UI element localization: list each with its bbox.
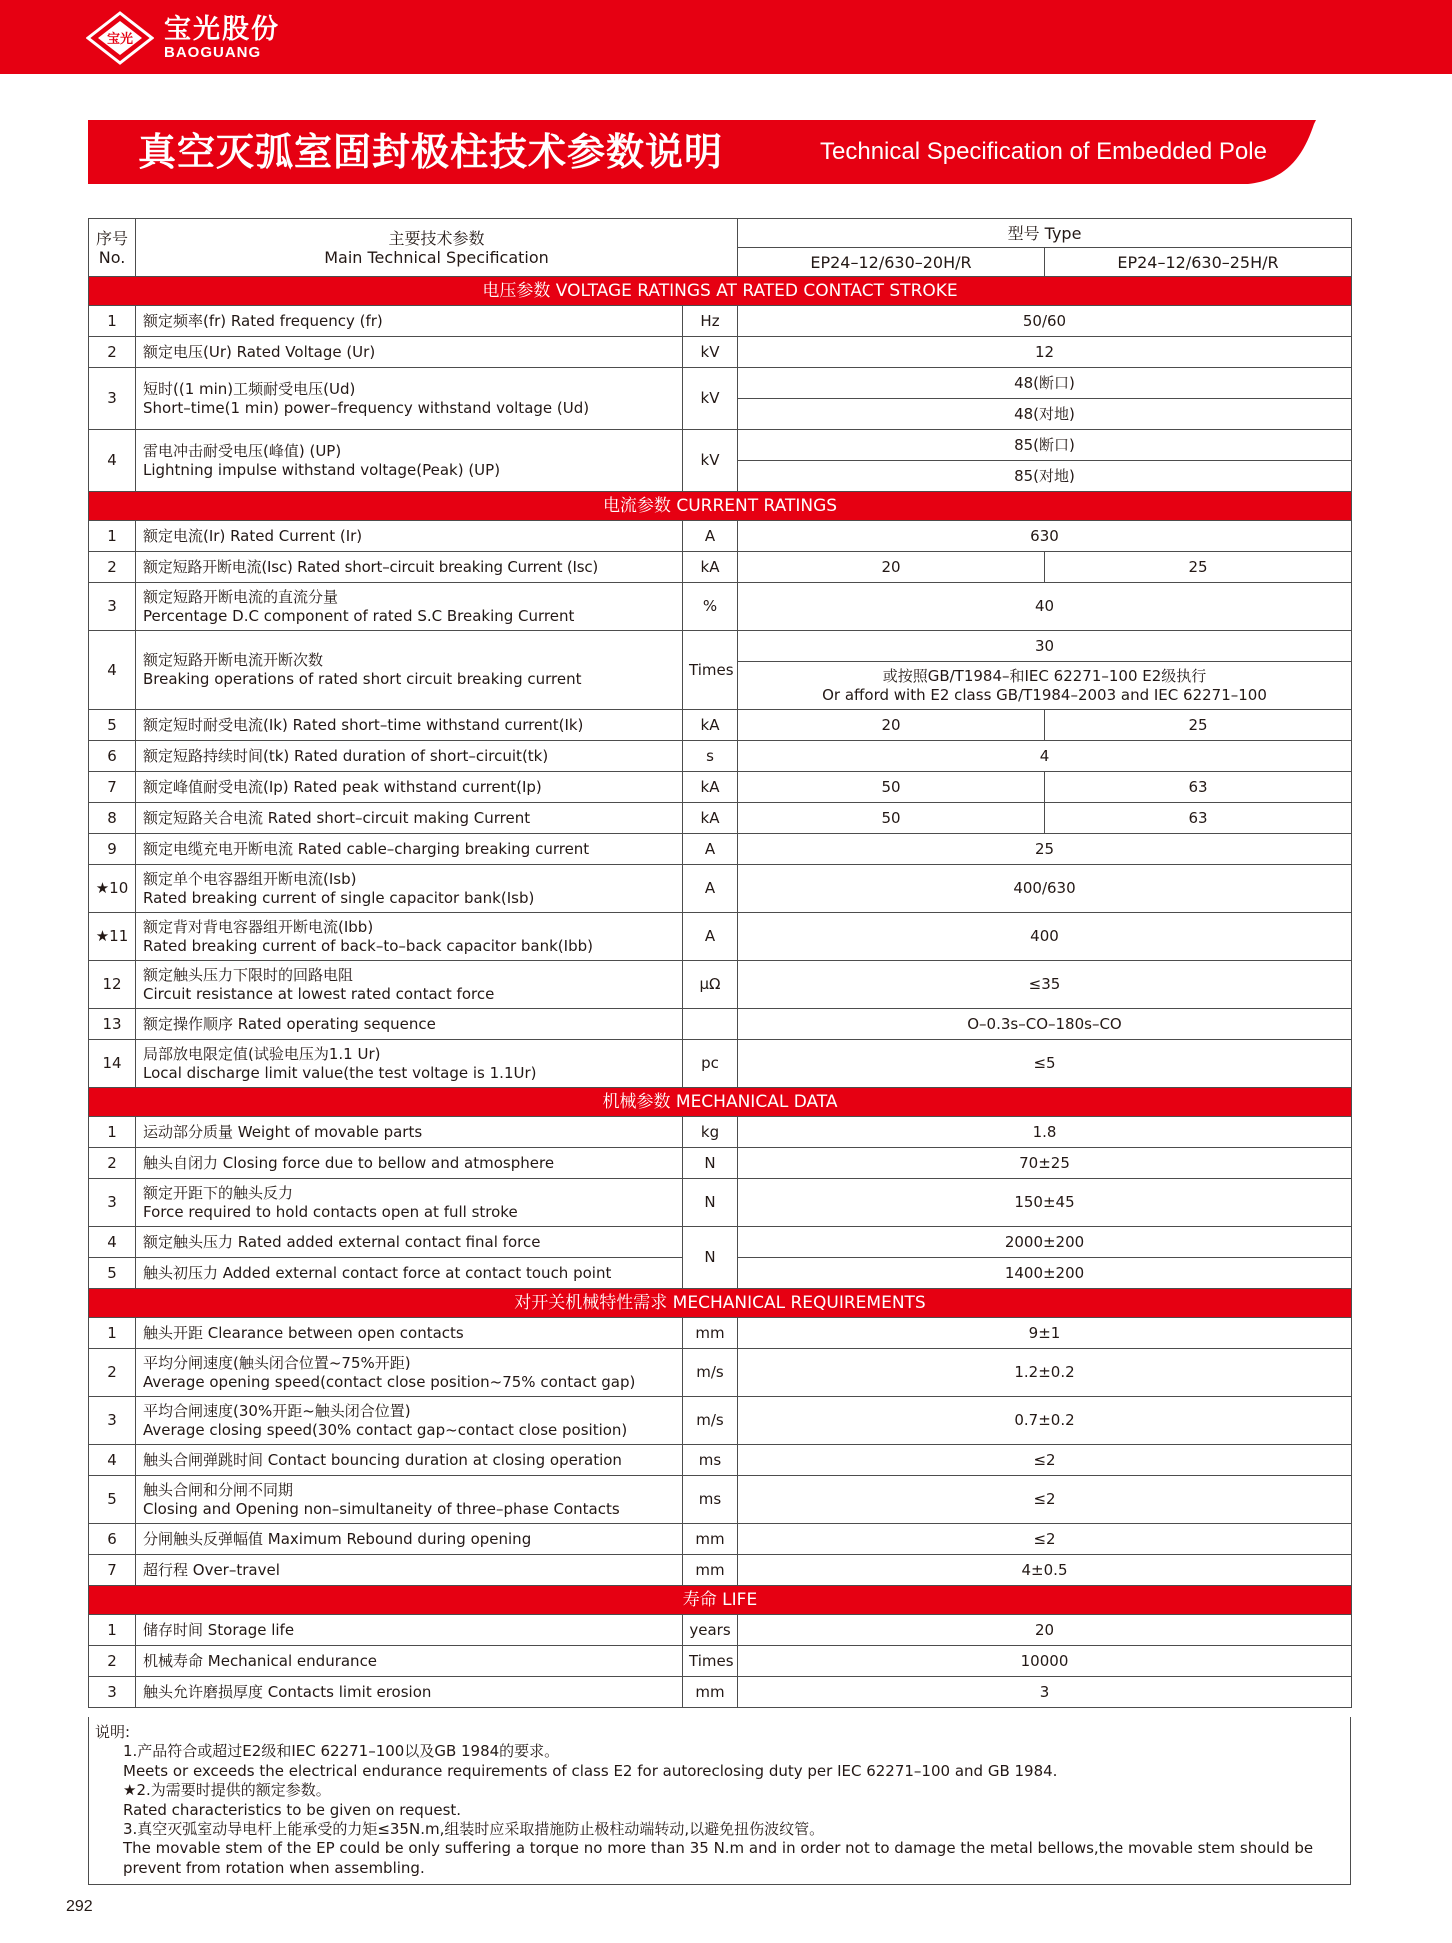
- table-row: 3 额定短路开断电流的直流分量 Percentage D.C component of rated S.C Breaking Current % 40: [89, 583, 1352, 631]
- note-2-en: Rated characteristics to be given on request.: [123, 1800, 462, 1819]
- table-row: 4 触头合闸弹跳时间 Contact bouncing duration at closing operation ms ≤2: [89, 1445, 1352, 1476]
- table-row: 2 平均分闸速度(触头闭合位置~75%开距) Average opening speed(contact close position~75% contact gap) m/s 1.2±0.2: [89, 1349, 1352, 1397]
- table-row: 5 额定短时耐受电流(Ik) Rated short–time withstand current(Ik) kA 20 25: [89, 710, 1352, 741]
- table-row: 1 运动部分质量 Weight of movable parts kg 1.8: [89, 1117, 1352, 1148]
- table-row: 1 额定频率(fr) Rated frequency (fr) Hz 50/60: [89, 306, 1352, 337]
- header-spec: 主要技术参数 Main Technical Specification: [136, 219, 738, 277]
- notes-label: 说明:: [95, 1723, 131, 1741]
- table-row: 或按照GB/T1984–和IEC 62271–100 E2级执行 Or afford with E2 class GB/T1984–2003 and IEC 62271–100: [89, 662, 1352, 710]
- table-row: 4 雷电冲击耐受电压(峰值) (UP) Lightning impulse withstand voltage(Peak) (UP) kV 85(断口): [89, 430, 1352, 461]
- table-row: 1 储存时间 Storage life years 20: [89, 1615, 1352, 1646]
- header-model-2: EP24–12/630–25H/R: [1045, 248, 1352, 277]
- table-row: ★11 额定背对背电容器组开断电流(Ibb) Rated breaking current of back–to–back capacitor bank(Ibb) A 400: [89, 913, 1352, 961]
- table-row: 1 额定电流(Ir) Rated Current (Ir) A 630: [89, 521, 1352, 552]
- page-title-cn: 真空灭弧室固封极柱技术参数说明: [138, 130, 724, 174]
- table-row: 3 触头允许磨损厚度 Contacts limit erosion mm 3: [89, 1677, 1352, 1708]
- table-row: 1 触头开距 Clearance between open contacts mm 9±1: [89, 1318, 1352, 1349]
- notes-box: [88, 1717, 1351, 1885]
- section-current: 电流参数 CURRENT RATINGS: [89, 492, 1352, 521]
- page-title-en: Technical Specification of Embedded Pole: [820, 138, 1267, 165]
- page-number: 292: [66, 1898, 93, 1915]
- table-row: 2 机械寿命 Mechanical endurance Times 10000: [89, 1646, 1352, 1677]
- logo-mark-icon: [86, 11, 154, 65]
- spec-table: [88, 218, 1352, 1708]
- table-row: 6 分闸触头反弹幅值 Maximum Rebound during opening mm ≤2: [89, 1524, 1352, 1555]
- svg-text:宝光: 宝光: [106, 32, 134, 47]
- section-life: 寿命 LIFE: [89, 1586, 1352, 1615]
- table-row: 7 超行程 Over–travel mm 4±0.5: [89, 1555, 1352, 1586]
- section-voltage: 电压参数 VOLTAGE RATINGS AT RATED CONTACT STROKE: [89, 277, 1352, 306]
- table-row: ★10 额定单个电容器组开断电流(Isb) Rated breaking current of single capacitor bank(Isb) A 400/630: [89, 865, 1352, 913]
- logo-chinese-name: 宝光股份: [164, 14, 280, 45]
- note-1-en: Meets or exceeds the electrical endurance requirements of class E2 for autoreclosing duty per IEC 62271–100 and GB 1984.: [123, 1761, 1058, 1780]
- brand-logo: [86, 10, 280, 66]
- note-3-en: The movable stem of the EP could be only suffering a torque no more than 35 N.m and in order not to damage the metal bellows,the movable stem should be prevent from rotation when assembling.: [123, 1839, 1314, 1877]
- logo-english-name: BAOGUANG: [164, 44, 262, 61]
- table-header-row: [89, 219, 1352, 248]
- section-requirements: 对开关机械特性需求 MECHANICAL REQUIREMENTS: [89, 1289, 1352, 1318]
- note-3-cn: 3.真空灭弧室动导电杆上能承受的力矩≤35N.m,组装时应采取措施防止极柱动端转动,以避免扭伤波纹管。: [123, 1820, 825, 1839]
- header-model-1: EP24–12/630–20H/R: [738, 248, 1045, 277]
- table-row: 3 短时((1 min)工频耐受电压(Ud) Short–time(1 min) power–frequency withstand voltage (Ud) kV 48(断口): [89, 368, 1352, 399]
- table-row: 7 额定峰值耐受电流(Ip) Rated peak withstand current(Ip) kA 50 63: [89, 772, 1352, 803]
- table-row: 12 额定触头压力下限时的回路电阻 Circuit resistance at lowest rated contact force μΩ ≤35: [89, 961, 1352, 1009]
- section-mechanical: 机械参数 MECHANICAL DATA: [89, 1088, 1352, 1117]
- title-banner: [88, 120, 1316, 184]
- table-row: 3 额定开距下的触头反力 Force required to hold contacts open at full stroke N 150±45: [89, 1179, 1352, 1227]
- table-row: 85(对地): [89, 461, 1352, 492]
- table-row: 4 额定短路开断电流开断次数 Breaking operations of rated short circuit breaking current Times 30: [89, 631, 1352, 662]
- table-row: 5 触头合闸和分闸不同期 Closing and Opening non–simultaneity of three–phase Contacts ms ≤2: [89, 1476, 1352, 1524]
- note-2-cn: ★2.为需要时提供的额定参数。: [123, 1781, 331, 1800]
- table-row: 6 额定短路持续时间(tk) Rated duration of short–circuit(tk) s 4: [89, 741, 1352, 772]
- table-row: 9 额定电缆充电开断电流 Rated cable–charging breaking current A 25: [89, 834, 1352, 865]
- table-row: 48(对地): [89, 399, 1352, 430]
- table-row: 13 额定操作顺序 Rated operating sequence O–0.3s–CO–180s–CO: [89, 1009, 1352, 1040]
- header-type: 型号 Type: [738, 219, 1352, 248]
- table-row: 4 额定触头压力 Rated added external contact final force N 2000±200: [89, 1227, 1352, 1258]
- table-row: 2 额定短路开断电流(Isc) Rated short–circuit breaking Current (Isc) kA 20 25: [89, 552, 1352, 583]
- note-1-cn: 1.产品符合或超过E2级和IEC 62271–100以及GB 1984的要求。: [123, 1742, 560, 1761]
- table-row: 2 额定电压(Ur) Rated Voltage (Ur) kV 12: [89, 337, 1352, 368]
- table-row: 2 触头自闭力 Closing force due to bellow and atmosphere N 70±25: [89, 1148, 1352, 1179]
- table-row: 14 局部放电限定值(试验电压为1.1 Ur) Local discharge limit value(the test voltage is 1.1Ur) pc ≤5: [89, 1040, 1352, 1088]
- table-row: 5 触头初压力 Added external contact force at contact touch point 1400±200: [89, 1258, 1352, 1289]
- header-no: 序号 No.: [89, 219, 136, 277]
- table-row: 8 额定短路关合电流 Rated short–circuit making Current kA 50 63: [89, 803, 1352, 834]
- table-row: 3 平均合闸速度(30%开距~触头闭合位置) Average closing speed(30% contact gap~contact close position) m/s 0.7±0.2: [89, 1397, 1352, 1445]
